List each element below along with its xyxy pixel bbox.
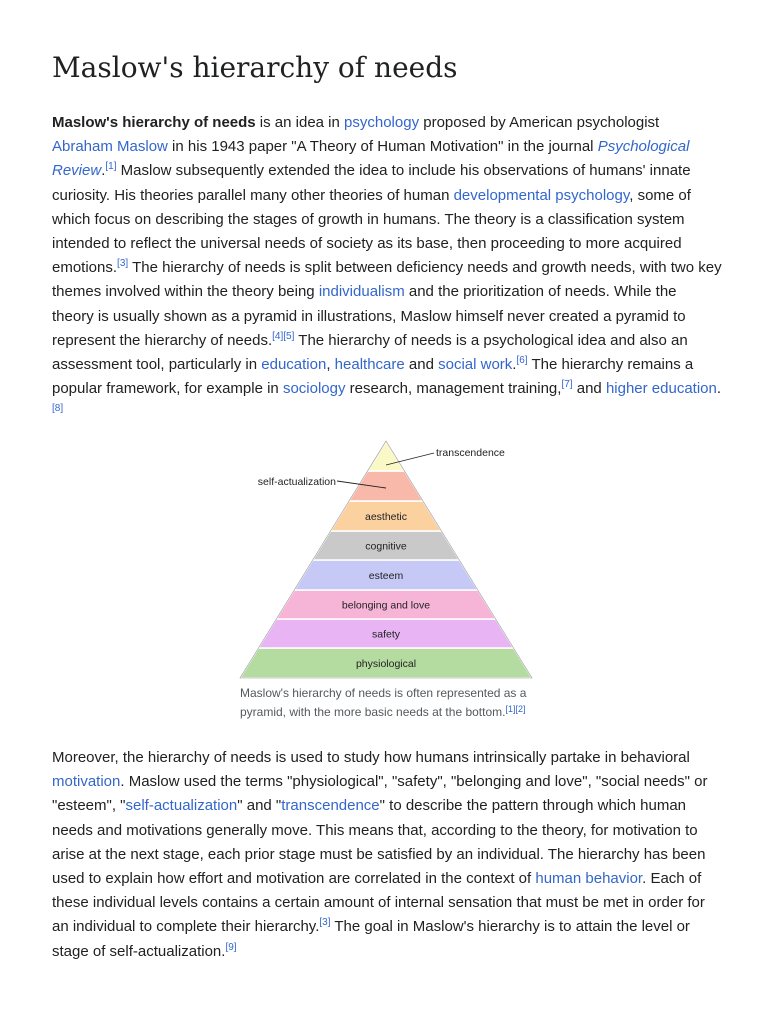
intro-paragraph bbox=[52, 111, 722, 426]
link-motivation[interactable]: motivation bbox=[52, 773, 121, 791]
text-run: Moreover, the hierarchy of needs is used to study how humans intrinsically partake in behavioral bbox=[52, 749, 690, 766]
link-psychology[interactable]: psychology bbox=[344, 114, 420, 131]
citation-link[interactable]: [9] bbox=[225, 941, 237, 953]
text-run: and the prioritization of needs. While the theory is usually shown as a pyramid in illustrations, Maslow himself never created a pyramid to represent the hierarchy of needs. bbox=[52, 283, 686, 349]
pyramid-level-self-actualization bbox=[349, 471, 423, 501]
citation-link[interactable]: [1] bbox=[105, 161, 117, 173]
callout-transcendence: transcendence bbox=[436, 447, 505, 459]
link-higher-education[interactable]: higher education bbox=[605, 380, 717, 398]
pyramid-label-safety: safety bbox=[371, 628, 401, 641]
citation-link[interactable]: [6] bbox=[516, 355, 528, 367]
article-subject: Maslow's hierarchy of needs bbox=[52, 114, 256, 131]
link-sociology[interactable]: sociology bbox=[282, 380, 346, 398]
citation-ref-8 bbox=[52, 403, 63, 414]
link-individualism[interactable]: individualism bbox=[318, 283, 405, 301]
citation-ref-6 bbox=[516, 355, 527, 366]
citation-link[interactable]: [4] bbox=[272, 330, 284, 342]
caption-citations bbox=[505, 704, 525, 714]
link-transcendence[interactable]: transcendence bbox=[281, 797, 380, 815]
text-run: The hierarchy of needs is split between deficiency needs and growth needs, with two key themes involved within the theory being bbox=[52, 259, 722, 301]
link-developmental-psychology[interactable]: developmental psychology bbox=[453, 186, 630, 204]
link-healthcare[interactable]: healthcare bbox=[334, 356, 405, 374]
citation-link[interactable]: [7] bbox=[561, 379, 573, 391]
citation-link[interactable]: [2] bbox=[515, 703, 526, 714]
link-self-actualization[interactable]: self-actualization bbox=[125, 797, 238, 815]
text-run: " to describe the pattern through which human needs and motivations generally move. This means that, according to the theory, for motivation to arise at the next stage, each prior stage must be satisfied by an individual. The hierarchy has been used to explain how effort and motivation are correlated in the context of bbox=[52, 797, 706, 888]
pyramid-label-physiological: physiological bbox=[355, 658, 417, 670]
figure-caption bbox=[240, 684, 536, 721]
pyramid-level-transcendence bbox=[368, 441, 405, 471]
text-run: proposed by American psychologist bbox=[419, 114, 660, 131]
citation-ref-4-5 bbox=[272, 331, 294, 342]
text-run: , bbox=[326, 356, 335, 374]
callout-self-actualization: self-actualization bbox=[257, 476, 336, 488]
text-run: . bbox=[512, 356, 517, 374]
citation-link[interactable]: [3] bbox=[319, 917, 331, 929]
text-run: is an idea in bbox=[255, 114, 345, 131]
text-run: The hierarchy of needs is a psychological idea and also an assessment tool, particularly in bbox=[52, 331, 688, 374]
citation-link[interactable]: [8] bbox=[52, 403, 64, 415]
citation-ref-7 bbox=[561, 379, 572, 390]
link-abraham-maslow[interactable]: Abraham Maslow bbox=[52, 138, 168, 156]
citation-link[interactable]: [1] bbox=[505, 703, 516, 714]
text-run: and bbox=[404, 356, 439, 374]
link-human-behavior[interactable]: human behavior bbox=[535, 870, 643, 888]
link-education[interactable]: education bbox=[261, 356, 327, 374]
text-run: Maslow subsequently extended the idea to include his observations of humans' innate curiosity. His theories parallel many other theories of human bbox=[52, 162, 691, 204]
text-run: and bbox=[572, 380, 606, 398]
citation-link[interactable]: [5] bbox=[283, 330, 295, 342]
link-social-work[interactable]: social work bbox=[438, 356, 513, 374]
text-run: . Maslow used the terms "physiological", "safety", "belonging and love", "social needs" or "esteem", " bbox=[52, 773, 708, 815]
pyramid-label-esteem: esteem bbox=[368, 570, 404, 582]
pyramid-label-aesthetic: aesthetic bbox=[364, 511, 408, 523]
citation-ref-3 bbox=[319, 917, 330, 928]
text-run: The goal in Maslow's hierarchy is to attain the level or stage of self-actualization. bbox=[52, 918, 690, 960]
pyramid-label-belonging-and-love: belonging and love bbox=[341, 599, 431, 612]
text-run: . Each of these individual levels contains a certain amount of internal sensation that must be met in order for an individual to complete their hierarchy. bbox=[52, 870, 705, 936]
text-run: The hierarchy remains a popular framework, for example in bbox=[52, 356, 694, 398]
body-paragraph bbox=[52, 746, 722, 964]
text-run: . bbox=[101, 162, 106, 180]
text-run: , some of which focus on describing the stages of growth in humans. The theory is a classification system intended to reflect the universal needs of society as its base, then proceeding to more acquired emotions. bbox=[52, 186, 691, 277]
page-title: Maslow's hierarchy of needs bbox=[52, 51, 458, 84]
citation-ref-1 bbox=[105, 161, 116, 172]
journal-title: Psychological Review bbox=[52, 138, 690, 180]
text-run: " and " bbox=[237, 797, 282, 815]
caption-text: Maslow's hierarchy of needs is often represented as a pyramid, with the more basic needs at the bottom. bbox=[240, 686, 527, 719]
citation-link[interactable]: [3] bbox=[117, 258, 129, 270]
citation-ref-3 bbox=[117, 258, 128, 269]
pyramid-figure[interactable] bbox=[236, 436, 536, 682]
text-run: research, management training, bbox=[345, 380, 562, 398]
text-run: in his 1943 paper "A Theory of Human Motivation" in the journal bbox=[167, 138, 598, 156]
pyramid-label-cognitive: cognitive bbox=[365, 540, 407, 553]
citation-ref-9 bbox=[225, 942, 236, 953]
pyramid-diagram bbox=[236, 436, 536, 682]
text-run: . bbox=[716, 380, 722, 398]
